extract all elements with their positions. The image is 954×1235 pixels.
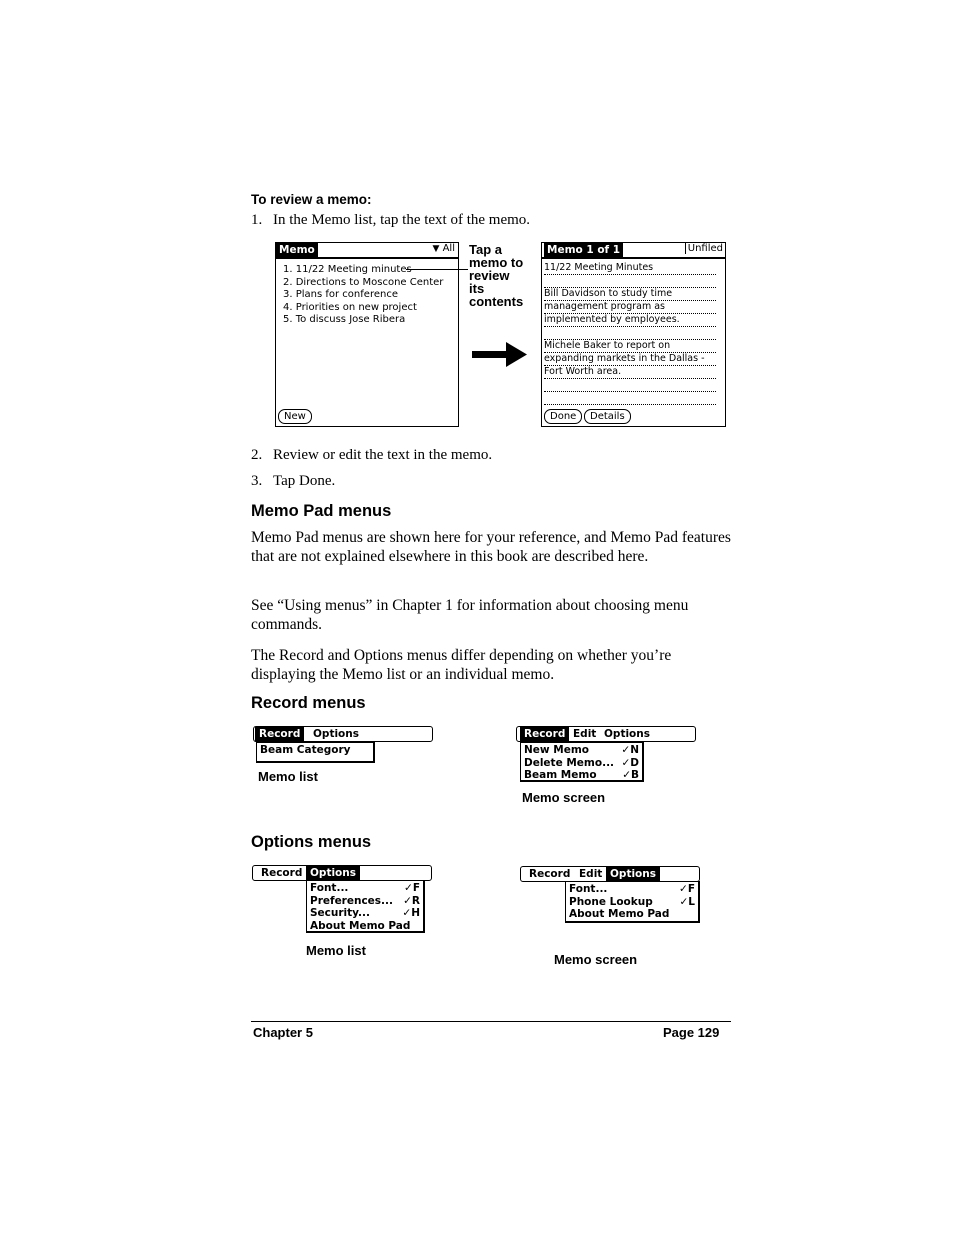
memo-screen [541,242,726,427]
callout-line: review [469,268,510,283]
paragraph: Memo Pad menus are shown here for your reference, and Memo Pad features that are not explained elsewhere in this book are described here. [251,529,731,565]
menu-item-label: Beam Memo [524,769,597,781]
menu-options[interactable]: Options [606,867,660,881]
footer-rule [251,1021,731,1022]
menu-record[interactable]: Record [255,727,304,741]
memo-body[interactable] [544,262,716,405]
shortcut-label: ✓F [404,882,420,894]
callout-text [469,243,523,308]
step-text: Tap Done. [273,473,336,489]
memo-line [544,379,716,392]
memo-line: Michele Baker to report on [544,340,716,353]
list-item[interactable]: 5. To discuss Jose Ribera [283,314,406,325]
memo-line: 11/22 Meeting Minutes [544,262,716,275]
shortcut-label: ✓N [621,744,639,756]
memo-line: Bill Davidson to study time [544,288,716,301]
menu-item-label: Font... [569,883,608,895]
menu-record[interactable]: Record [261,867,303,879]
step-text: Review or edit the text in the memo. [273,447,493,463]
menu-item-font[interactable] [310,882,420,895]
shortcut-label: ✓H [402,907,420,919]
memo-line: expanding markets in the Dallas - [544,353,716,366]
memo-list-titlebar [276,243,458,259]
record-screen-dropdown [520,742,644,782]
record-list-dropdown [256,742,375,763]
menu-item-label: New Memo [524,744,589,756]
shortcut-label: ✓R [403,894,420,907]
menu-item-about-memo-pad[interactable] [569,908,695,921]
options-screen-caption: Memo screen [554,952,638,967]
menu-item-font[interactable] [569,883,695,896]
menu-item-about-memo-pad[interactable] [310,920,420,933]
menu-item-label: Beam Category [260,744,351,756]
triangle-down-icon: ▼ [432,244,440,254]
list-item[interactable]: 1. 11/22 Meeting minutes [283,264,412,275]
menu-item-preferences[interactable] [310,895,420,908]
list-item[interactable]: 2. Directions to Moscone Center [283,276,444,288]
shortcut-label: ✓L [679,895,695,908]
callout-line: its [469,281,485,296]
menu-item-label: About Memo Pad [310,919,411,932]
footer-page-number: Page 129 [663,1025,720,1040]
memo-title: Memo 1 of 1 [544,243,623,257]
category-label: All [442,243,455,254]
menu-item-label: Phone Lookup [569,895,653,908]
options-screen-dropdown [565,881,700,923]
paragraph: See “Using menus” in Chapter 1 for information about choosing menu commands. [251,597,689,633]
list-item[interactable]: 3. Plans for conference [283,289,398,300]
shortcut-label: ✓F [679,883,695,895]
callout-leader-line [406,269,468,270]
step-number: 1. [251,212,263,228]
menu-edit[interactable]: Edit [579,868,603,880]
menu-item-delete-memo[interactable] [524,757,639,770]
procedure-title: To review a memo: [251,192,372,207]
options-list-caption: Memo list [306,943,366,958]
menu-options[interactable]: Options [313,728,359,740]
record-list-menubar [253,726,433,742]
options-list-menubar [252,865,432,881]
step-3 [251,473,335,490]
section-heading: Memo Pad menus [251,502,392,520]
new-button[interactable]: New [278,409,312,424]
menu-item-beam-category[interactable] [260,744,370,757]
options-screen-menubar [520,866,700,882]
menu-edit[interactable]: Edit [573,728,597,740]
menu-options[interactable]: Options [604,728,650,740]
details-button[interactable]: Details [584,409,631,424]
memo-line [544,275,716,288]
menu-item-beam-memo[interactable] [524,769,639,782]
list-item[interactable]: 4. Priorities on new project [283,301,417,313]
callout-line: memo to [469,255,524,270]
memo-line: Fort Worth area. [544,366,716,379]
record-menus-heading: Record menus [251,694,366,712]
menu-item-new-memo[interactable] [524,744,639,757]
options-list-dropdown [306,880,425,933]
record-list-caption: Memo list [258,769,318,784]
memo-line: implemented by employees. [544,314,716,327]
shortcut-label: ✓D [621,756,639,769]
shortcut-label: ✓B [622,769,639,781]
memo-line: management program as [544,301,716,314]
menu-item-label: Delete Memo... [524,756,615,769]
step-number: 2. [251,447,263,463]
step-text: In the Memo list, tap the text of the memo. [273,212,531,228]
paragraph: The Record and Options menus differ depending on whether you’re displaying the Memo list or an individual memo. [251,647,672,683]
menu-record[interactable]: Record [529,868,571,880]
menu-item-label: Preferences... [310,894,394,907]
footer-chapter: Chapter 5 [253,1025,313,1040]
step-number: 3. [251,473,263,489]
category-selector[interactable]: Unfiled [685,243,725,254]
category-selector[interactable] [432,243,455,254]
memo-line [544,327,716,340]
record-screen-caption: Memo screen [522,790,606,805]
menu-options[interactable]: Options [306,866,360,880]
menu-record[interactable]: Record [520,727,569,741]
memo-list-items [283,264,443,327]
right-arrow-icon [472,341,528,369]
menu-item-security[interactable] [310,907,420,920]
callout-line: contents [469,294,524,309]
step-2 [251,447,492,464]
menu-item-phone-lookup[interactable] [569,896,695,909]
memo-titlebar [542,243,725,259]
options-menus-heading: Options menus [251,833,372,851]
menu-item-label: Font... [310,882,349,894]
memo-list-title: Memo [276,243,318,257]
callout-line: Tap a [469,242,502,257]
step-1 [251,212,530,229]
menu-item-label: About Memo Pad [569,908,670,920]
menu-item-label: Security... [310,907,371,919]
memo-line [544,392,716,405]
done-button[interactable]: Done [544,409,582,424]
record-screen-menubar [516,726,696,742]
